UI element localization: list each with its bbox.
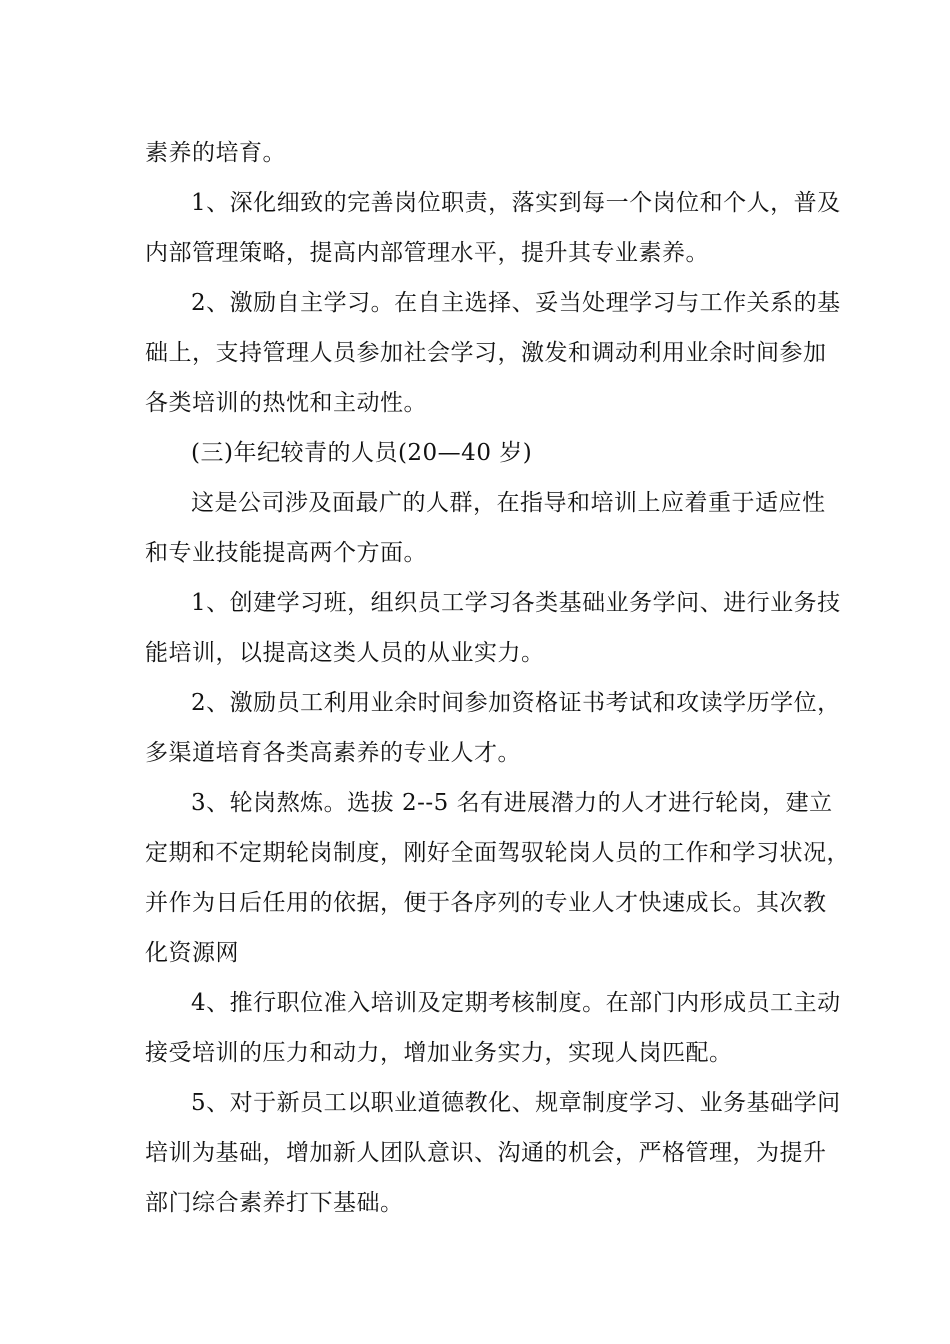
document-line: 这是公司涉及面最广的人群，在指导和培训上应着重于适应性 xyxy=(191,490,826,516)
document-line: 2、激励员工利用业余时间参加资格证书考试和攻读学历学位， xyxy=(191,690,841,716)
document-line: 1、创建学习班，组织员工学习各类基础业务学问、进行业务技 xyxy=(191,590,841,616)
document-line: 化资源网 xyxy=(145,940,239,966)
document-line: 1、深化细致的完善岗位职责，落实到每一个岗位和个人，普及 xyxy=(191,190,841,216)
document-line: 定期和不定期轮岗制度，刚好全面驾驭轮岗人员的工作和学习状况， xyxy=(145,840,850,866)
document-line: 多渠道培育各类高素养的专业人才。 xyxy=(145,740,521,766)
document-line: 接受培训的压力和动力，增加业务实力，实现人岗匹配。 xyxy=(145,1040,733,1066)
document-line: 2、激励自主学习。在自主选择、妥当处理学习与工作关系的基 xyxy=(191,290,841,316)
document-line: (三)年纪较青的人员(20—40 岁) xyxy=(191,440,533,466)
document-line: 能培训，以提高这类人员的从业实力。 xyxy=(145,640,545,666)
document-line: 础上，支持管理人员参加社会学习，激发和调动利用业余时间参加 xyxy=(145,340,827,366)
document-body xyxy=(145,128,850,1228)
document-line: 和专业技能提高两个方面。 xyxy=(145,540,427,566)
document-line: 部门综合素养打下基础。 xyxy=(145,1190,404,1216)
document-line: 4、推行职位准入培训及定期考核制度。在部门内形成员工主动 xyxy=(191,990,841,1016)
document-line: 内部管理策略，提高内部管理水平，提升其专业素养。 xyxy=(145,240,709,266)
document-line: 培训为基础，增加新人团队意识、沟通的机会，严格管理，为提升 xyxy=(145,1140,827,1166)
document-line: 各类培训的热忱和主动性。 xyxy=(145,390,427,416)
document-line: 素养的培育。 xyxy=(145,140,286,166)
document-line: 3、轮岗熬炼。选拔 2--5 名有进展潜力的人才进行轮岗，建立 xyxy=(191,790,833,816)
document-line: 并作为日后任用的依据，便于各序列的专业人才快速成长。其次教 xyxy=(145,890,827,916)
document-line: 5、对于新员工以职业道德教化、规章制度学习、业务基础学问 xyxy=(191,1090,841,1116)
